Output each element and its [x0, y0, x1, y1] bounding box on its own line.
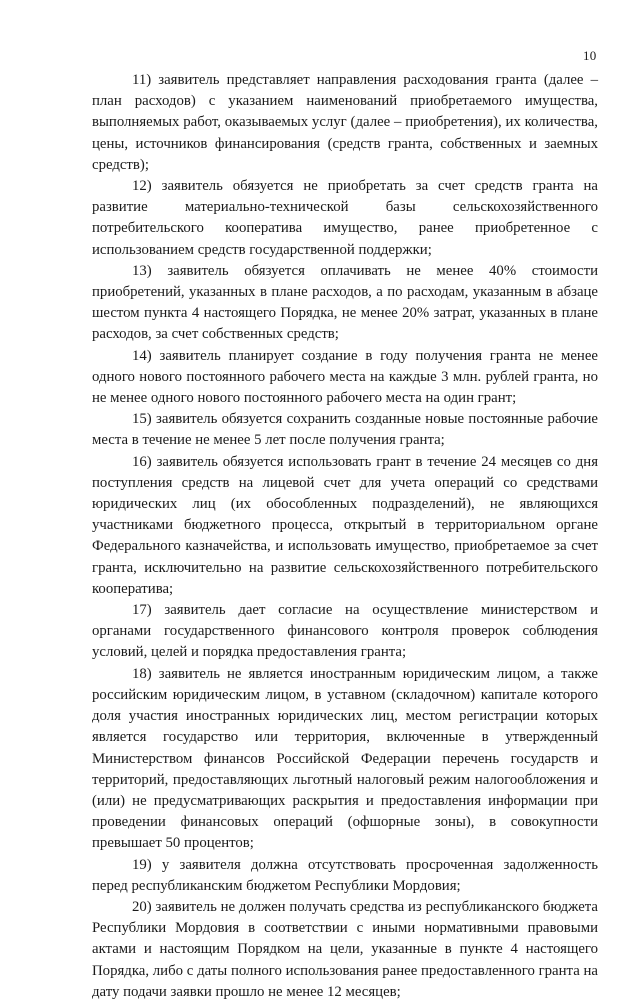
paragraph-item-17: 17) заявитель дает согласие на осуществление министерством и органами государственного финансового контроля проверок соблюдения условий, целей и порядка предоставления гранта; — [92, 602, 598, 661]
paragraph-item-19: 19) у заявителя должна отсутствовать просроченная задолженность перед республиканским бюджетом Республики Мордовия; — [92, 856, 598, 894]
paragraph-item-15: 15) заявитель обязуется сохранить созданные новые постоянные рабочие места в течение не менее 5 лет после получения гранта; — [92, 411, 598, 449]
paragraph-item-18: 18) заявитель не является иностранным юридическим лицом, а также российским юридическим лицом, в уставном (складочном) капитале которого доля участия иностранных юридических лиц, местом регистрации которых является государство или территория, включенные в утвержденный Министерством финансов Российской Федерации перечень государств и территорий, предоставляющих льготный налоговый режим налогообложения и (или) не предусматривающих раскрытия и предоставления информации при проведении финансовых операций (офшорные зоны), в совокупности превышает 50 процентов; — [92, 665, 598, 852]
paragraph-item-14: 14) заявитель планирует создание в году получения гранта не менее одного нового постоянного рабочего места на каждые 3 млн. рублей гранта, но не менее одного нового постоянного рабочего места на один грант; — [92, 347, 598, 407]
paragraph-item-12: 12) заявитель обязуется не приобретать за счет средств гранта на развитие материально-технической базы сельскохозяйственного потребительского кооператива имущество, ранее приобретенное с использованием средств государственной поддержки; — [92, 178, 598, 258]
page-number: 10 — [583, 48, 597, 63]
document-body — [92, 70, 598, 1003]
paragraph-item-20: 20) заявитель не должен получать средства из республиканского бюджета Республики Мордовия в соответствии с иными нормативными правовыми актами и настоящим Порядком на цели, указанные в пункте 4 настоящего Порядка, либо с даты полного использования ранее предоставленного гранта на дату подачи заявки прошло не менее 12 месяцев; — [92, 898, 598, 1000]
paragraph-item-11: 11) заявитель представляет направления расходования гранта (далее – план расходов) с указанием наименований приобретаемого имущества, выполняемых работ, оказываемых услуг (далее – приобретения), их количества, цены, источников финансирования (средств гранта, собственных и заемных средств); — [92, 72, 598, 173]
paragraph-item-13: 13) заявитель обязуется оплачивать не менее 40% стоимости приобретений, указанных в плане расходов, а по расходам, указанным в абзаце шестом пункта 4 настоящего Порядка, не менее 20% затрат, указанных в плане расходов, за счет собственных средств; — [92, 262, 598, 343]
paragraph-item-16: 16) заявитель обязуется использовать грант в течение 24 месяцев со дня поступления средств на лицевой счет для учета операций со средствами юридических лиц (их обособленных подразделений), не являющихся участниками бюджетного процесса, открытый в территориальном органе Федерального казначейства, и использовать имущество, приобретаемое за счет гранта, исключительно на развитие сельскохозяйственного потребительского кооператива; — [92, 453, 598, 597]
